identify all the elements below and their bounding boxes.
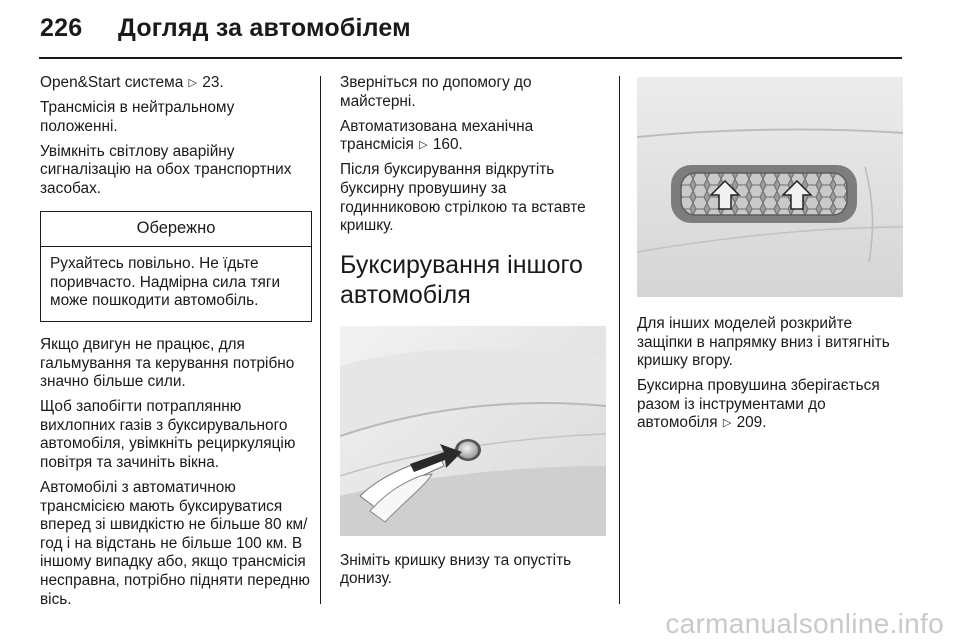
paragraph: Зверніться по допомогу до майстерні.	[340, 74, 532, 110]
page-number: 226	[40, 14, 83, 42]
paragraph: Трансмісія в нейтральному положенні.	[40, 99, 235, 135]
paragraph: Після буксирування відкрутіть буксирну провушину за годинниковою стрілкою та вставте кришку.	[340, 161, 586, 235]
paragraph: Open&Start система ▷ 23.	[40, 74, 224, 91]
section-heading: Буксирування іншого автомобіля	[340, 250, 583, 309]
paragraph: Якщо двигун не працює, для гальмування та керування потрібно значно більше сили.	[40, 335, 295, 391]
rear-bumper-cover-illustration	[340, 326, 606, 536]
watermark: carmanualsonline.info	[665, 608, 944, 639]
page-reference-link[interactable]: 209.	[736, 414, 767, 432]
column-divider-2	[619, 76, 620, 604]
reference-arrow-icon: ▷	[419, 139, 428, 152]
reference-arrow-icon: ▷	[722, 417, 732, 430]
column-1	[40, 74, 312, 616]
page-reference-link[interactable]: 23.	[202, 74, 224, 91]
paragraph: Для інших моделей розкрийте защіпки в напрямку вниз і витягніть кришку вгору.	[637, 315, 890, 370]
page-reference-link[interactable]: 160.	[432, 136, 463, 154]
warning-body: Рухайтесь повільно. Не їдьте поривчасто. Надмірна сила тяги може пошкодити автомобіль.	[50, 255, 281, 310]
paragraph: Увімкніть світлову аварійну сигналізацію на обох транспортних засобах.	[40, 142, 292, 197]
paragraph: Щоб запобігти потраплянню вихлопних газів з буксирувального автомобіля, увімкніть рециркуляцію повітря та зачиніть вікна.	[40, 398, 296, 471]
paragraph: Автоматизована механічна трансмісія ▷ 160.	[340, 117, 534, 154]
paragraph: Буксирна провушина зберігається разом із інструментами до автомобіля ▷ 209.	[637, 377, 880, 432]
front-grille-tow-cover-illustration	[637, 77, 903, 297]
warning-title: Обережно	[41, 212, 311, 248]
page-header	[40, 14, 411, 43]
page-title: Догляд за автомобілем	[118, 14, 411, 42]
column-3	[637, 74, 907, 440]
column-2	[340, 74, 610, 595]
paragraph: Автомобілі з автоматичною трансмісією мають буксируватися вперед зі швидкістю не більше 80 км/год і на відстань не більше 100 км. В іншому випадку або, якщо трансмісія несправна, потрібно підняти передню вісь.	[40, 479, 310, 608]
reference-arrow-icon: ▷	[188, 77, 198, 89]
header-rule	[39, 57, 902, 59]
column-divider-1	[320, 76, 321, 604]
warning-box	[40, 211, 312, 322]
figure-caption: Зніміть кришку внизу та опустіть донизу.	[340, 551, 572, 588]
